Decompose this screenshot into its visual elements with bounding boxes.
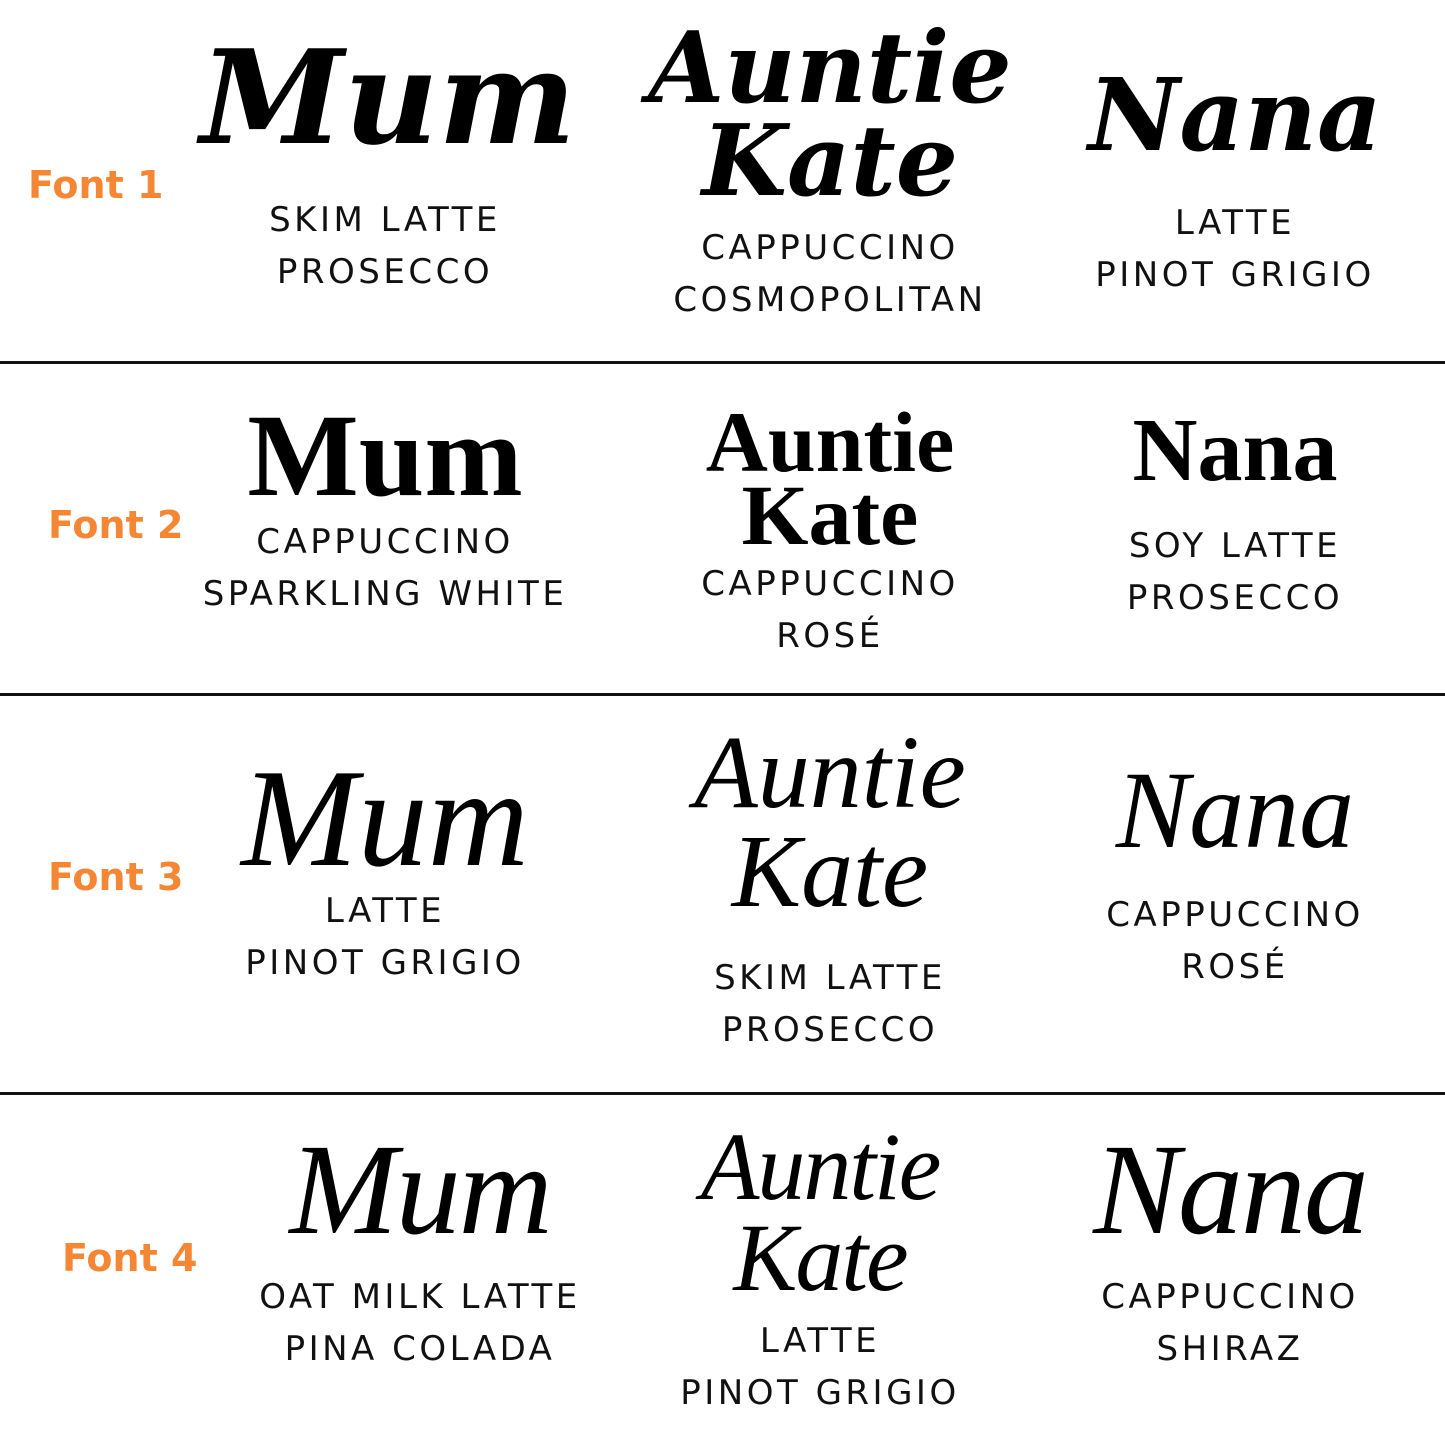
nana-cell-font-4 xyxy=(1075,1118,1385,1375)
auntie-kate-cell-font-4 xyxy=(660,1113,980,1419)
font-2-label: Font 2 xyxy=(48,503,184,547)
nana-name: Nana xyxy=(1132,401,1338,500)
font-1-label: Font 1 xyxy=(28,163,164,207)
drink-line-1: SKIM LATTE xyxy=(714,957,946,998)
auntie-kate-cell-font-1 xyxy=(640,11,1020,326)
drink-line-1: CAPPUCCINO xyxy=(1106,894,1364,935)
drink-line-1: SOY LATTE xyxy=(1128,525,1342,566)
drink-line-2: SPARKLING WHITE xyxy=(202,574,568,615)
drink-line-2: PINOT GRIGIO xyxy=(245,943,525,983)
mum-name: Mum xyxy=(289,1118,551,1262)
font-2-row xyxy=(0,364,1445,693)
drink-line-1: LATTE xyxy=(759,1321,881,1362)
drink-line-1: CAPPUCCINO xyxy=(1101,1276,1359,1317)
drink-line-1: OAT MILK LATTE xyxy=(259,1276,581,1317)
auntie-name: Auntie xyxy=(705,394,955,490)
font-4-label: Font 4 xyxy=(62,1236,198,1280)
mum-name: Mum xyxy=(200,21,576,174)
mum-cell-font-2 xyxy=(180,390,590,620)
mum-cell-font-4 xyxy=(225,1118,615,1375)
drink-line-2: PROSECCO xyxy=(721,1009,939,1050)
drink-line-2: COSMOPOLITAN xyxy=(673,280,987,321)
drink-line-2: PINA COLADA xyxy=(284,1328,556,1369)
drink-line-2: SHIRAZ xyxy=(1156,1328,1304,1369)
auntie-name: Auntie xyxy=(700,1113,940,1220)
drink-line-1: CAPPUCCINO xyxy=(701,564,959,605)
kate-name: Kate xyxy=(701,104,959,220)
auntie-name: Auntie xyxy=(694,715,966,830)
font-4-row xyxy=(0,1095,1445,1445)
nana-cell-font-3 xyxy=(1080,749,1390,993)
drink-line-2: PROSECCO xyxy=(1126,577,1344,618)
mum-name: Mum xyxy=(241,741,529,896)
kate-name: Kate xyxy=(741,467,919,564)
nana-cell-font-1 xyxy=(1070,56,1400,301)
drink-line-1: CAPPUCCINO xyxy=(701,228,959,269)
kate-name: Kate xyxy=(731,813,929,929)
auntie-kate-cell-font-2 xyxy=(650,394,1010,662)
mum-cell-font-3 xyxy=(200,741,570,989)
nana-cell-font-2 xyxy=(1080,401,1390,624)
nana-name: Nana xyxy=(1093,1118,1367,1262)
nana-name: Nana xyxy=(1088,56,1382,174)
drink-line-2: PROSECCO xyxy=(276,251,494,292)
drink-line-1: LATTE xyxy=(324,891,446,931)
mum-name: Mum xyxy=(247,390,523,521)
drink-line-2: ROSÉ xyxy=(776,616,884,657)
drink-line-2: PINOT GRIGIO xyxy=(680,1373,960,1414)
font-3-row xyxy=(0,696,1445,1092)
mum-cell-font-1 xyxy=(200,21,576,298)
auntie-name: Auntie xyxy=(648,11,1012,126)
nana-name: Nana xyxy=(1115,749,1355,871)
drink-line-1: LATTE xyxy=(1174,203,1296,243)
font-3-label: Font 3 xyxy=(48,855,184,899)
drink-line-1: CAPPUCCINO xyxy=(256,522,514,563)
drink-line-2: ROSÉ xyxy=(1181,946,1289,987)
auntie-kate-cell-font-3 xyxy=(650,715,1010,1056)
drink-line-2: PINOT GRIGIO xyxy=(1095,255,1375,295)
font-1-row xyxy=(0,0,1445,362)
drink-line-1: SKIM LATTE xyxy=(269,199,501,240)
kate-name: Kate xyxy=(733,1204,907,1312)
